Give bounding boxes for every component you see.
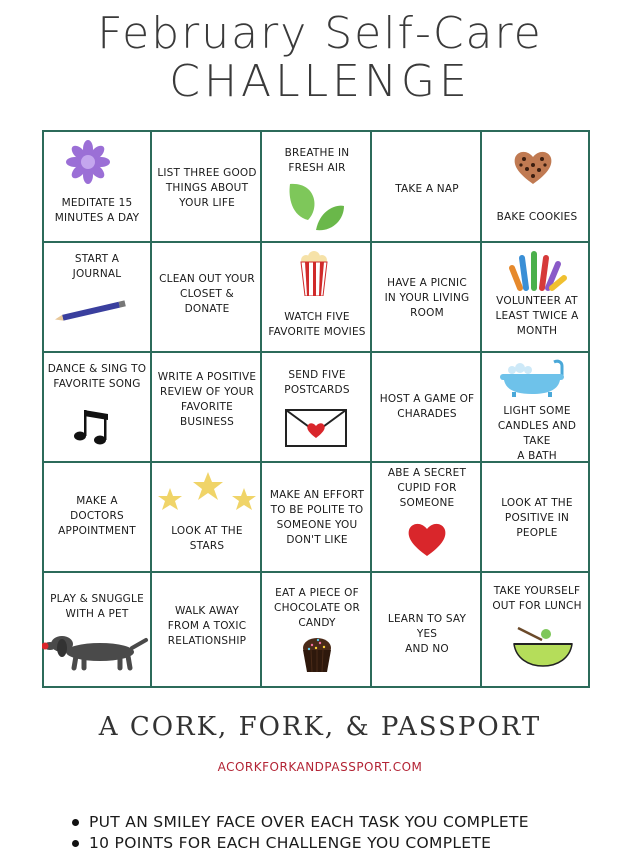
chocolate-icon [300,636,334,674]
cell-review [152,352,262,462]
bullet-icon [72,819,79,826]
cell-text: LIGHT SOME CANDLES AND TAKE A BATH [497,405,577,462]
cell-charades [372,352,482,462]
popcorn-icon [299,250,329,296]
cell-text: PLAY & SNUGGLE WITH A PET [50,593,144,620]
cell-lunch [482,572,592,682]
cell-cookies [482,132,592,242]
cell-text: BREATHE IN FRESH AIR [284,147,350,174]
bullet-icon [72,840,79,847]
rule-text: 10 POINTS FOR EACH CHALLENGE YOU COMPLETE [89,834,492,852]
bathtub-icon [498,358,568,398]
cell-walk-away [152,572,262,682]
cell-cupid [372,462,482,572]
cookie-heart-icon [513,148,553,186]
rule-text: PUT AN SMILEY FACE OVER EACH TASK YOU COMPLETE [89,813,529,831]
challenge-grid [42,130,590,688]
cell-text: SEND FIVE POSTCARDS [284,369,350,396]
cell-text: TAKE A NAP [395,183,459,195]
cell-nap [372,132,482,242]
music-notes-icon [72,402,112,446]
cell-dance [42,352,152,462]
cell-text: BAKE COOKIES [496,211,578,223]
rules-list [72,812,529,854]
cell-postcards [262,352,372,462]
rule-item [72,833,529,854]
cell-text: EAT A PIECE OF CHOCOLATE OR CANDY [274,587,360,629]
cell-doctor [42,462,152,572]
cell-text: START A JOURNAL [72,253,122,280]
cell-text: HAVE A PICNIC IN YOUR LIVING ROOM [384,277,470,319]
heart-icon [407,520,447,558]
cell-text: ABE A SECRET CUPID FOR SOMEONE [387,467,467,509]
cell-journal [42,242,152,352]
cell-text: LEARN TO SAY YES AND NO [387,613,467,655]
cell-text: LIST THREE GOOD THINGS ABOUT YOUR LIFE [157,167,257,209]
cell-text: CLEAN OUT YOUR CLOSET & DONATE [159,273,255,315]
leaves-icon [286,178,346,234]
cell-text: MEDITATE 15 MINUTES A DAY [54,197,140,224]
cell-list-three [152,132,262,242]
cell-text: MAKE AN EFFORT TO BE POLITE TO SOMEONE YOU DON'T LIKE [269,489,365,546]
cell-movies [262,242,372,352]
dachshund-icon [42,624,150,674]
cell-chocolate [262,572,372,682]
cell-text: HOST A GAME OF CHARADES [379,393,475,420]
title-line-2: CHALLENGE [169,56,471,107]
cell-polite [262,462,372,572]
envelope-heart-icon [284,408,348,448]
cell-meditate [42,132,152,242]
cell-positive [482,462,592,572]
brand-name: A CORK, FORK, & PASSPORT [98,712,542,742]
cell-yes-no [372,572,482,682]
cell-text: MAKE A DOCTORS APPOINTMENT [58,495,136,537]
flower-icon [66,140,110,184]
hands-icon [506,248,568,292]
cell-text: WATCH FIVE FAVORITE MOVIES [268,311,366,338]
pencil-icon [54,298,130,324]
cell-bath [482,352,592,462]
cell-text: LOOK AT THE POSITIVE IN PEOPLE [501,497,573,539]
cell-text: WRITE A POSITIVE REVIEW OF YOUR FAVORITE BUSINESS [157,371,257,428]
cell-text: LOOK AT THE STARS [171,525,243,552]
cell-text: WALK AWAY FROM A TOXIC RELATIONSHIP [167,605,247,647]
cell-pet [42,572,152,682]
salad-bowl-icon [512,620,574,670]
cell-picnic [372,242,482,352]
cell-breathe [262,132,372,242]
title-line-1: February Self-Care [97,8,543,59]
cell-text: VOLUNTEER AT LEAST TWICE A MONTH [495,295,579,337]
cell-text: DANCE & SING TO FAVORITE SONG [47,363,147,390]
cell-stars [152,462,262,572]
cell-text: TAKE YOURSELF OUT FOR LUNCH [492,585,582,612]
cell-volunteer [482,242,592,352]
website-link[interactable]: ACORKFORKANDPASSPORT.COM [217,760,423,774]
stars-icon [156,470,258,514]
cell-closet [152,242,262,352]
rule-item [72,812,529,833]
